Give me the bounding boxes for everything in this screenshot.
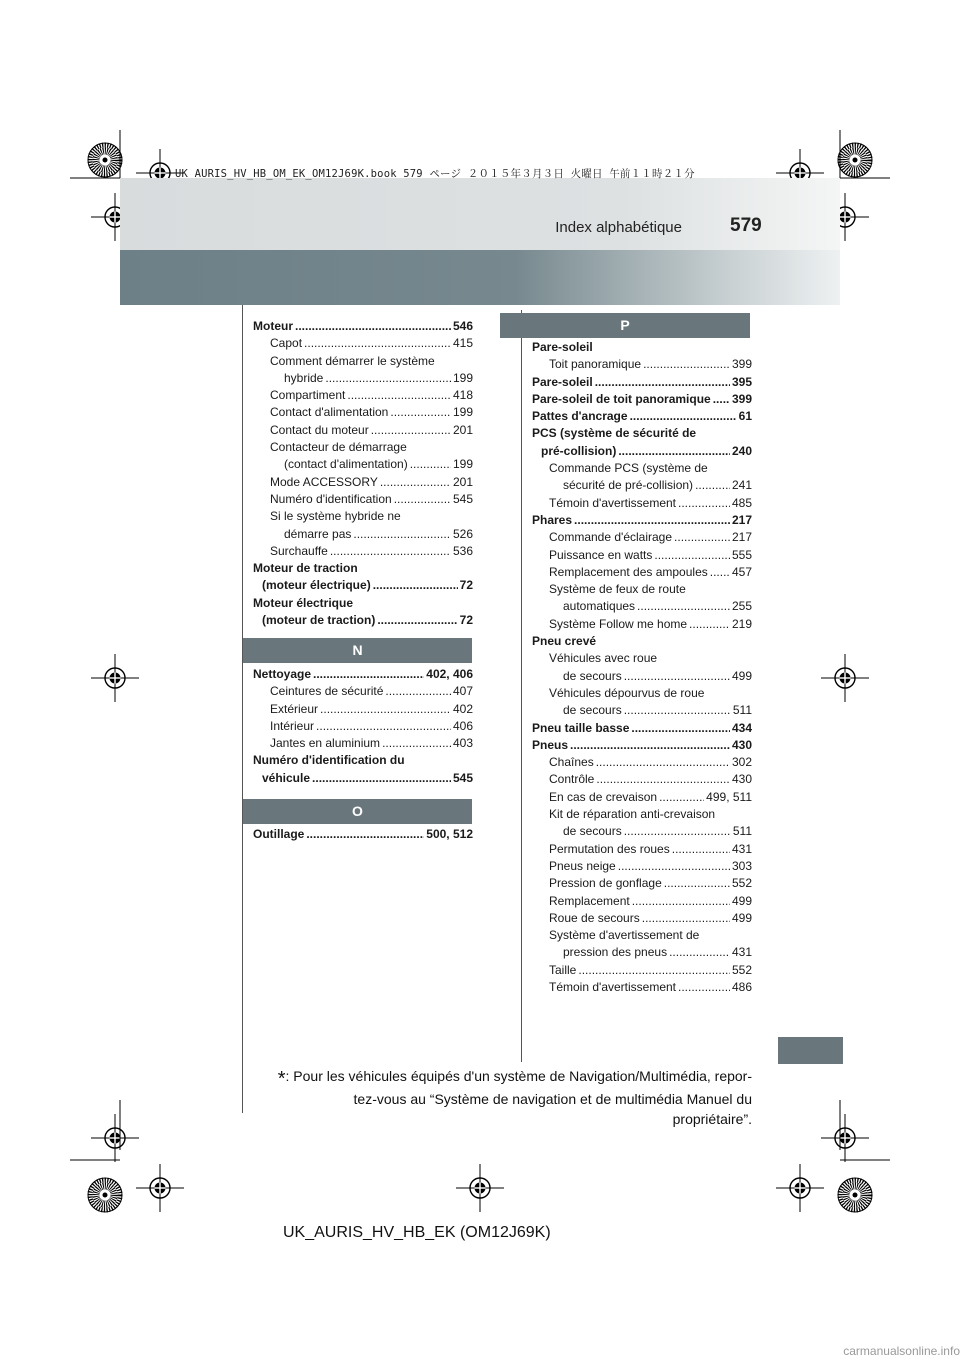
index-entry: Remplacement des ampoules ..... 457 — [532, 564, 752, 581]
index-entry-line: Système de feux de route — [549, 582, 686, 597]
index-entry: Commande d'éclairage ..... 217 — [532, 529, 752, 546]
index-entry: Toit panoramique ..... 399 — [532, 356, 752, 373]
index-entry: véhicule ..... 545 — [253, 770, 473, 787]
index-entry: Pression de gonflage ..... 552 — [532, 875, 752, 892]
index-entry: Contact du moteur ..... 201 — [253, 422, 473, 439]
index-entry: de secours ..... 511 — [532, 823, 752, 840]
index-entry-line: Pneu crevé — [532, 634, 597, 649]
index-entry-line: Commande PCS (système de — [549, 461, 708, 476]
footnote — [276, 1066, 752, 1129]
left-column-n — [253, 666, 473, 787]
index-entry: Système Follow me home ..... 219 — [532, 616, 752, 633]
index-entry: Taille ..... 552 — [532, 962, 752, 979]
index-entry: Pare-soleil ..... 395 — [532, 374, 752, 391]
index-entry: (moteur de traction) ..... 72 — [253, 612, 473, 629]
index-entry-line: Moteur électrique — [253, 595, 354, 610]
right-column-p — [532, 339, 752, 996]
index-entry: pression des pneus ..... 431 — [532, 944, 752, 961]
index-entry-line: Véhicules avec roue — [549, 651, 658, 666]
section-header-o: O — [243, 799, 472, 824]
index-entry: (contact d'alimentation) ..... 199 — [253, 456, 473, 473]
index-entry: Chaînes ..... 302 — [532, 754, 752, 771]
index-entry-line: Système d'avertissement de — [549, 928, 700, 943]
index-entry: Pneus ..... 430 — [532, 737, 752, 754]
index-entry: Roue de secours ..... 499 — [532, 910, 752, 927]
index-entry: hybride ..... 199 — [253, 370, 473, 387]
header-light-strip — [120, 178, 840, 250]
index-entry-line: PCS (système de sécurité de — [532, 426, 697, 441]
index-entry-line: Contacteur de démarrage — [270, 440, 407, 455]
index-entry: Phares ..... 217 — [532, 512, 752, 529]
index-entry: de secours ..... 511 — [532, 702, 752, 719]
index-entry: Témoin d'avertissement ..... 486 — [532, 979, 752, 996]
index-entry-line: Si le système hybride ne — [270, 509, 401, 524]
index-entry: Compartiment ..... 418 — [253, 387, 473, 404]
index-entry-line: Comment démarrer le système — [270, 353, 435, 368]
index-entry: Jantes en aluminium ..... 403 — [253, 735, 473, 752]
index-entry: de secours ..... 499 — [532, 668, 752, 685]
index-entry-line: Kit de réparation anti-crevaison — [549, 807, 716, 822]
index-entry: Pare-soleil de toit panoramique ..... 399 — [532, 391, 752, 408]
index-entry: Ceintures de sécurité ..... 407 — [253, 683, 473, 700]
index-entry: Témoin d'avertissement ..... 485 — [532, 495, 752, 512]
section-header-p: P — [500, 313, 750, 338]
index-entry: automatiques ..... 255 — [532, 598, 752, 615]
index-entry: (moteur électrique) ..... 72 — [253, 577, 473, 594]
index-entry-line: Numéro d'identification du — [253, 753, 405, 768]
index-entry: En cas de crevaison ..... 499, 511 — [532, 789, 752, 806]
index-entry: sécurité de pré-collision) ..... 241 — [532, 477, 752, 494]
index-entry: Puissance en watts ..... 555 — [532, 547, 752, 564]
thumb-tab — [778, 1037, 843, 1064]
index-entry-line: Véhicules dépourvus de roue — [549, 685, 705, 700]
index-entry: Moteur ..... 546 — [253, 318, 473, 335]
printer-slug: UK AURIS_HV_HB_OM_EK_OM12J69K.book 579 ページ ２０１５年３月３日 火曜日 午前１１時２１分 — [175, 168, 695, 180]
index-entry: Contact d'alimentation ..... 199 — [253, 404, 473, 421]
index-entry: Pneu taille basse ..... 434 — [532, 720, 752, 737]
index-entry: Mode ACCESSORY ..... 201 — [253, 474, 473, 491]
column-rule-left — [242, 305, 243, 1113]
index-entry: Pneus neige ..... 303 — [532, 858, 752, 875]
page-number: 579 — [730, 215, 762, 236]
column-rule-middle — [521, 310, 522, 1062]
section-header-n: N — [243, 638, 472, 663]
index-entry: démarre pas ..... 526 — [253, 526, 473, 543]
footnote-line-1: : Pour les véhicules équipés d'un système de Navigation/Multimédia, repor- — [285, 1068, 752, 1084]
left-column-m — [253, 318, 473, 629]
index-entry: Extérieur ..... 402 — [253, 701, 473, 718]
index-entry: Nettoyage ..... 402, 406 — [253, 666, 473, 683]
index-entry: Intérieur ..... 406 — [253, 718, 473, 735]
watermark: carmanualsonline.info — [843, 1344, 960, 1358]
index-entry-line: Pare-soleil — [532, 340, 593, 354]
index-entry: Permutation des roues ..... 431 — [532, 841, 752, 858]
index-entry-line: Moteur de traction — [253, 561, 358, 576]
index-entry: Capot ..... 415 — [253, 335, 473, 352]
footnote-line-2: tez-vous au “Système de navigation et de multimédia Manuel du propriétaire”. — [353, 1091, 752, 1127]
footnote-asterisk: * — [277, 1068, 286, 1090]
left-column-o — [253, 826, 473, 843]
index-entry: Surchauffe ..... 536 — [253, 543, 473, 560]
index-entry: Remplacement ..... 499 — [532, 893, 752, 910]
document-code: UK_AURIS_HV_HB_EK (OM12J69K) — [283, 1224, 551, 1241]
index-entry: Contrôle ..... 430 — [532, 771, 752, 788]
index-entry: Outillage ..... 500, 512 — [253, 826, 473, 843]
index-entry: pré-collision) ..... 240 — [532, 443, 752, 460]
index-entry: Pattes d'ancrage ..... 61 — [532, 408, 752, 425]
index-entry: Numéro d'identification ..... 545 — [253, 491, 473, 508]
page-title: Index alphabétique — [555, 219, 682, 236]
